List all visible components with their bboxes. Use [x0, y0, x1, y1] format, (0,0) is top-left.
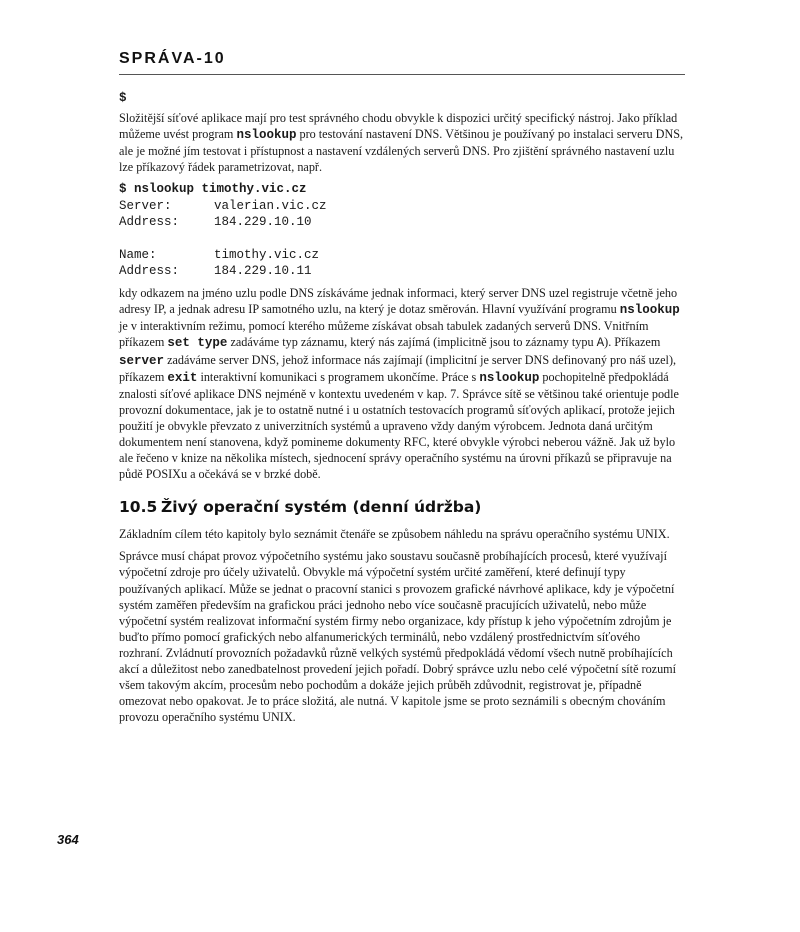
code-line: Server: valerian.vic.cz [119, 198, 327, 213]
inline-code: A [596, 336, 605, 351]
code-line: Address: 184.229.10.11 [119, 263, 312, 278]
code-command: $ nslookup timothy.vic.cz [119, 182, 307, 197]
section-heading [119, 497, 685, 517]
shell-prompt: $ [119, 91, 127, 105]
inline-command: nslookup [619, 303, 680, 318]
intro-paragraph: Složitější síťové aplikace mají pro test správného chodu obvykle k dispozici určitý specifický nástroj. Jako příklad můžeme uvést program nslookup pro testování nastavení DNS. Většinou je používaný po instalaci serveru DNS, ale je možné jím testovat i přístupnost a nastavení vzdálených serverů DNS. Pro zjištění správného nastavení uzlu lze příkazový řádek parametrizovat, např. [119, 111, 684, 175]
page-header [119, 50, 685, 68]
inline-command: server [119, 353, 165, 368]
inline-command: exit [167, 370, 198, 385]
inline-command: nslookup [236, 128, 297, 143]
section-number: 10.5 [119, 498, 158, 517]
code-blank-line [119, 230, 685, 246]
code-listing [119, 181, 685, 279]
code-line: Address: 184.229.10.10 [119, 214, 312, 229]
page-content [119, 90, 685, 725]
header-rule [119, 74, 685, 75]
inline-command: set type [167, 336, 228, 351]
inline-command: nslookup [479, 370, 540, 385]
body-paragraph: Správce musí chápat provoz výpočetního systému jako soustavu současně probíhajících procesů, které využívají výpočetní zdroje pro účely uživatelů. Obvykle má výpočetní systém určité zaměření, které definují typy používaných aplikací. Může se jednat o pracovní stanici s provozem grafické návrhové aplikace, kdy je výpočetní systém zaměřen především na grafickou práci jednoho nebo více současně pracujících uživatelů, nebo může výpočetní systém realizovat informační systém firmy nebo organizace, kdy přístup k jeho výpočetním zdrojům je buďto přímo pomocí grafických nebo alfanumerických terminálů, nebo vzdálený prostřednictvím síťového rozhraní. Zvládnutí provozních požadavků různě velkých systémů předpokládá vědomí všech nutně probíhajících akcí a důležitost nebo zanedbatelnost provedení jejich pořadí. Dobrý správce uzlu nebo celé výpočetní sítě rozumí všem takovým akcím, procesům nebo pochodům a dokáže jejich průběh zdůvodnit, registrovat je, případně omezovat nebo opakovat. Je to práce složitá, ale nutná. V kapitole jsme se proto seznámili s obecným chováním provozu operačního systému UNIX. [119, 549, 677, 725]
code-line: Name: timothy.vic.cz [119, 247, 320, 262]
section-title: Živý operační systém (denní údržba) [161, 498, 482, 517]
page-number: 364 [57, 832, 79, 847]
body-paragraph: kdy odkazem na jméno uzlu podle DNS získáváme jednak informaci, který server DNS uzel registruje včetně jeho adresy IP, a jednak adresu IP samotného uzlu, na který je dotaz směrován. Hlavní využívání programu nslookup je v interaktivním režimu, pomocí kterého můžeme získávat obsah tabulek zadaných serverů DNS. Vnitřním příkazem set type zadáváme typ záznamu, který nás zajímá (implicitně jsou to záznamy typu A). Příkazem server zadáváme server DNS, jehož informace nás zajímají (implicitní je server DNS definovaný pro náš uzel), příkazem exit interaktivní komunikaci s programem ukončíme. Práce s nslookup pochopitelně předpokládá znalosti síťové aplikace DNS nejméně v kontextu uvedeném v kap. 7. Správce sítě se většinou také orientuje podle provozní dokumentace, jak je to ostatně nutné i u ostatních testovacích programů síťových aplikací, protože jejich použití je obvykle převzato z univerzitních systémů a upraveno vždy daným výrobcem. Jednota daná určitým dokumentem není stanovena, když pomineme dokumenty RFC, které obvykle výrobci neberou vážně. Jak už bylo ale řečeno v knize na několika místech, sjednocení správy operačního systému na úrovni příkazů se připravuje na půdě POSIXu a očekává se v brzké době. [119, 286, 680, 482]
body-paragraph: Základním cílem této kapitoly bylo seznámit čtenáře se způsobem náhledu na správu operačního systému UNIX. [119, 527, 670, 542]
running-header-title: SPRÁVA-10 [119, 50, 226, 67]
